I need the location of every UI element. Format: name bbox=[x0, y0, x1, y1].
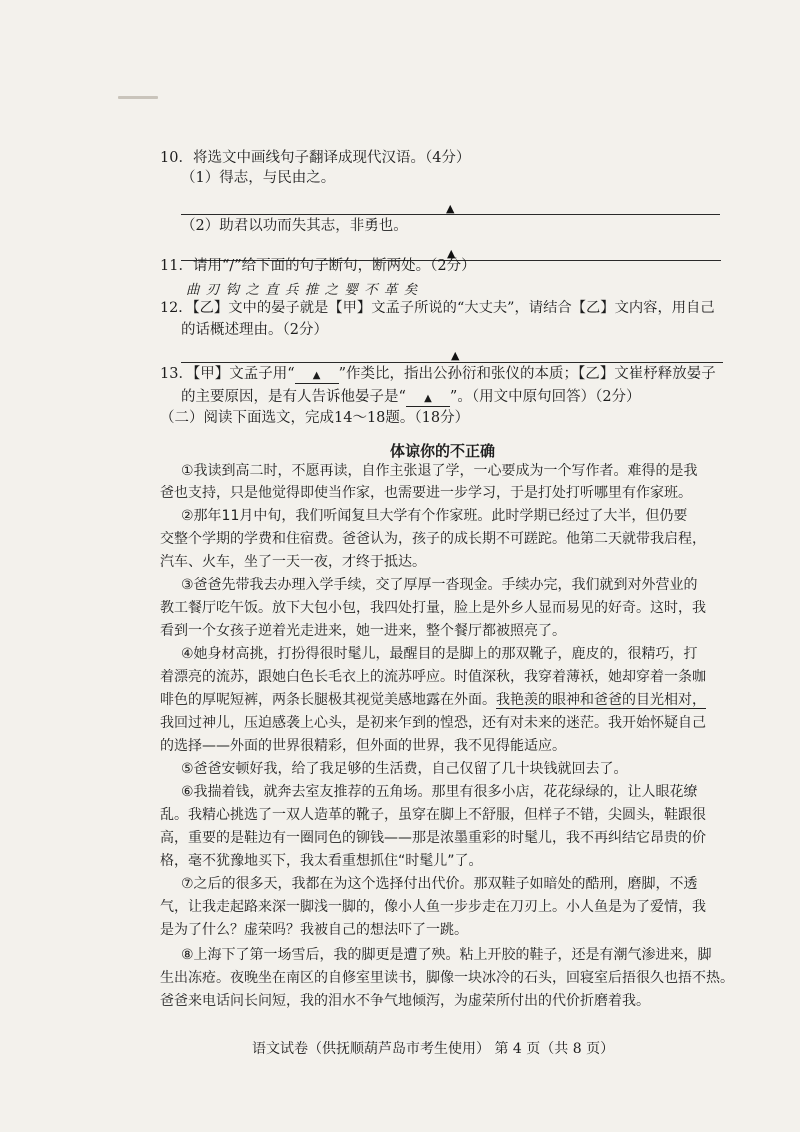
q13-line2 bbox=[181, 387, 641, 407]
underlined-sentence: 我艳羡的眼神和爸爸的目光相对， bbox=[496, 692, 706, 708]
q13-line2-a: 的主要原因，是有人告诉他晏子是“ bbox=[181, 389, 406, 405]
passage-text: 啡色的厚呢短裤，两条长腿极其视觉美感地露在外面。 bbox=[160, 692, 496, 708]
passage-line: 交整个学期的学费和住宿费。爸爸认为，孩子的成长期不可蹉跎。他第二天就带我启程， bbox=[160, 531, 706, 547]
passage-line: 气，让我走起路来深一脚浅一脚的，像小人鱼一步步走在刀刃上。小人鱼是为了爱情，我 bbox=[160, 899, 706, 915]
q13-blank-2 bbox=[406, 392, 450, 407]
passage-line: ⑥我揣着钱，就奔去室友推荐的五角场。那里有很多小店，花花绿绿的，让人眼花缭 bbox=[181, 784, 698, 800]
answer-marker: ▲ bbox=[424, 393, 432, 404]
passage-line: 爸也支持，只是他觉得即使当作家，也需要进一步学习，于是打处打听哪里有作家班。 bbox=[160, 485, 692, 501]
answer-marker: ▲ bbox=[451, 349, 460, 362]
passage-line: ②那年11月中旬，我们听闻复旦大学有个作家班。此时学期已经过了大半，但仍要 bbox=[181, 508, 688, 524]
passage-line: ⑤爸爸安顿好我，给了我足够的生活费，自己仅留了几十块钱就回去了。 bbox=[181, 761, 628, 777]
passage-title: 体谅你的不正确 bbox=[390, 442, 496, 460]
passage-line: 爸爸来电话问长问短，我的泪水不争气地倾泻，为虚荣所付出的代价折磨着我。 bbox=[160, 993, 650, 1009]
q13-line1 bbox=[160, 364, 716, 384]
passage-line: 着漂亮的流苏，跟她白色长毛衣上的流苏呼应。时值深秋，我穿着薄袄，她却穿着一条咖 bbox=[160, 669, 706, 685]
passage-line bbox=[160, 691, 706, 709]
q11-stem: 11．请用“/”给下面的句子断句，断两处。（2分） bbox=[160, 258, 476, 274]
section2-heading: （二）阅读下面选文，完成14～18题。（18分） bbox=[160, 410, 470, 426]
passage-line: 看到一个女孩子逆着光走进来，她一进来，整个餐厅都被照亮了。 bbox=[160, 623, 566, 639]
answer-marker: ▲ bbox=[447, 247, 456, 260]
passage-line: 生出冻疮。夜晚坐在南区的自修室里读书，脚像一块冰冷的石头，回寝室后捂很久也捂不热。 bbox=[160, 970, 734, 986]
passage-line: ⑧上海下了第一场雪后，我的脚更是遭了殃。粘上开胶的鞋子，还是有潮气渗进来，脚 bbox=[181, 947, 712, 963]
q10-sub2: （2）助君以功而失其志，非勇也。 bbox=[181, 218, 408, 234]
passage-line: 格，毫不犹豫地买下，我太看重想抓住“时髦儿”了。 bbox=[160, 853, 483, 869]
q11-sentence: 曲 刃 钩 之 直 兵 推 之 婴 不 革 矣 bbox=[186, 282, 419, 298]
passage-line: 汽车、火车，坐了一天一夜，才终于抵达。 bbox=[160, 554, 426, 570]
passage-line: ④她身材高挑，打扮得很时髦儿，最醒目的是脚上的那双靴子，鹿皮的，很精巧，打 bbox=[181, 646, 698, 662]
answer-marker: ▲ bbox=[312, 370, 321, 381]
answer-line-q12 bbox=[181, 362, 723, 363]
q12-line1: 12．【乙】文中的晏子就是【甲】文孟子所说的“大丈夫”，请结合【乙】文内容，用自己 bbox=[160, 300, 715, 316]
q13-line2-b: ”。（用文中原句回答）（2分） bbox=[449, 389, 641, 405]
q12-line2: 的话概述理由。（2分） bbox=[181, 322, 328, 338]
q10-sub1: （1）得志，与民由之。 bbox=[181, 170, 336, 186]
q13-line1-a: 13．【甲】文孟子用“ bbox=[160, 366, 295, 382]
passage-line: 高，重要的是鞋边有一圈同色的铆钱——那是浓墨重彩的时髦儿，我不再纠结它昂贵的价 bbox=[160, 830, 706, 846]
passage-line: ⑦之后的很多天，我都在为这个选择付出代价。那双鞋子如暗处的酷刑，磨脚，不透 bbox=[181, 876, 698, 892]
q13-blank-1 bbox=[295, 369, 339, 384]
page-footer: 语文试卷（供抚顺葫芦岛市考生使用） 第 4 页（共 8 页） bbox=[252, 1041, 615, 1057]
q10-stem: 10．将选文中画线句子翻译成现代汉语。（4分） bbox=[160, 150, 471, 166]
q13-line1-b: ”作类比，指出公孙衍和张仪的本质；【乙】文崔杼释放晏子 bbox=[338, 366, 716, 382]
passage-line: 教工餐厅吃午饭。放下大包小包，我四处打量，脸上是外乡人显而易见的好奇。这时，我 bbox=[160, 600, 706, 616]
answer-line-q10-1 bbox=[181, 214, 720, 215]
passage-line: 的选择——外面的世界很精彩，但外面的世界，我不见得能适应。 bbox=[160, 738, 566, 754]
passage-line: 是为了什么？虚荣吗？我被自己的想法吓了一跳。 bbox=[160, 922, 468, 938]
passage-line: 乱。我精心挑选了一双人造革的靴子，虽穿在脚上不舒服，但样子不错，尖圆头，鞋跟很 bbox=[160, 807, 706, 823]
scan-speck bbox=[118, 96, 158, 99]
passage-line: ③爸爸先带我去办理入学手续，交了厚厚一沓现金。手续办完，我们就到对外营业的 bbox=[181, 577, 698, 593]
answer-marker: ▲ bbox=[446, 202, 455, 215]
passage-line: 我回过神儿，压迫感袭上心头，是初来乍到的惶恐，还有对未来的迷茫。我开始怀疑自己 bbox=[160, 715, 706, 731]
passage-line: ①我读到高二时，不愿再读，自作主张退了学，一心要成为一个写作者。难得的是我 bbox=[181, 463, 698, 479]
